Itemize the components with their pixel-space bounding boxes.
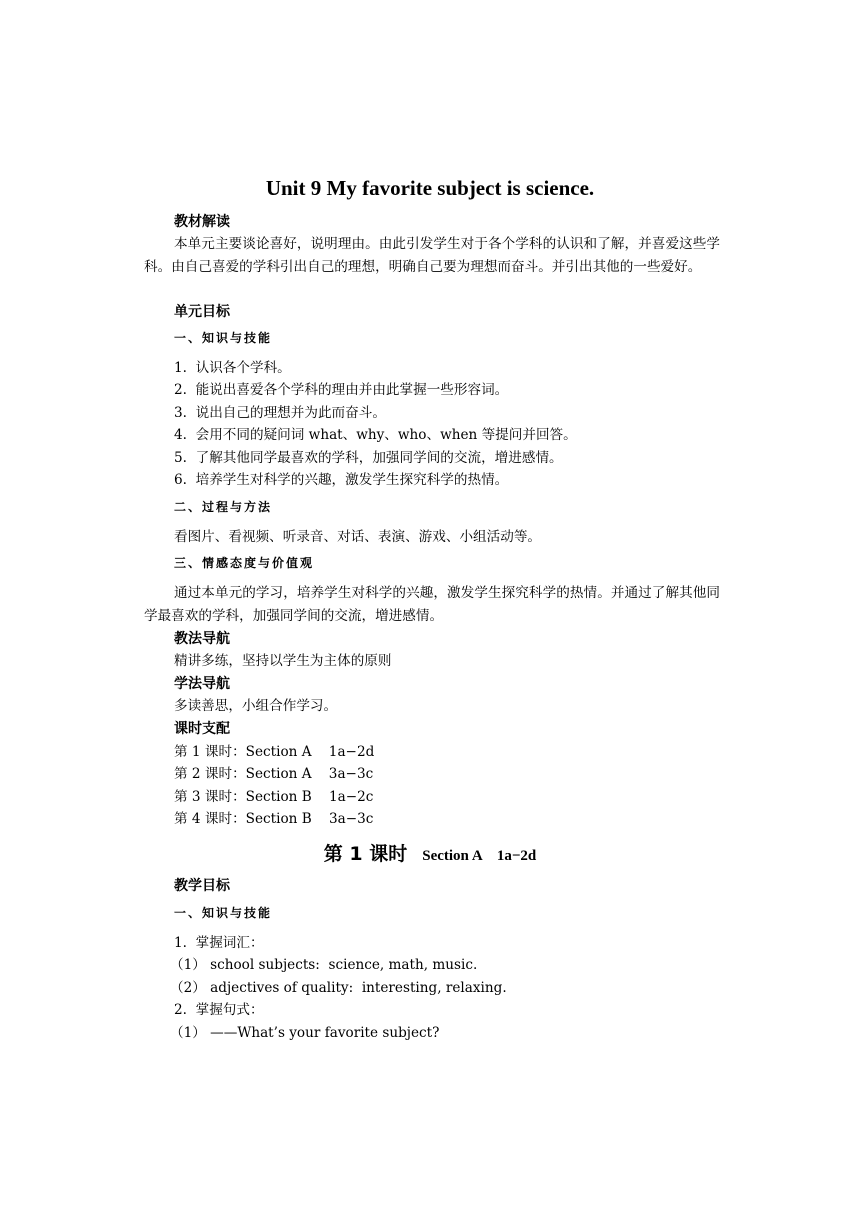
list-item: （1） ——What’s your favorite subject?	[170, 1025, 440, 1041]
heading-class-schedule: 课时支配	[174, 721, 230, 737]
list-item: （1） school subjects: science, math, music.	[170, 957, 478, 973]
schedule-item: 第 3 课时：Section B 1a−2c	[174, 789, 374, 805]
list-item: 3. 说出自己的理想并为此而奋斗。	[174, 405, 386, 421]
heading-learning-methods: 学法导航	[174, 676, 230, 692]
subheading-knowledge-skills-lesson: 一、知识与技能	[174, 906, 273, 920]
heading-teaching-methods: 教法导航	[174, 631, 230, 647]
text-learning-methods: 多读善思，小组合作学习。	[174, 698, 338, 714]
list-item: 1. 认识各个学科。	[174, 360, 291, 376]
schedule-item: 第 2 课时：Section A 3a−3c	[174, 766, 374, 782]
list-item: （2） adjectives of quality: interesting, relaxing.	[170, 980, 507, 996]
heading-teaching-goals: 教学目标	[174, 878, 230, 894]
lesson-title-en: Section A 1a−2d	[407, 848, 537, 864]
list-item: 2. 掌握句式：	[174, 1002, 264, 1018]
lesson-title-cn: 第 1 课时	[323, 843, 408, 865]
heading-jiaocai: 教材解读	[174, 214, 230, 230]
schedule-item: 第 4 课时：Section B 3a−3c	[174, 811, 374, 827]
unit-title: Unit 9 My favorite subject is science.	[265, 176, 595, 200]
paragraph-attitudes-values: 通过本单元的学习，培养学生对科学的兴趣，激发学生探究科学的热情。并通过了解其他同学最喜欢的学科，加强同学间的交流，增进感情。	[144, 585, 720, 624]
list-item: 6. 培养学生对科学的兴趣，激发学生探究科学的热情。	[174, 472, 509, 488]
subheading-knowledge-skills: 一、知识与技能	[174, 331, 273, 345]
paragraph-jiaocai: 本单元主要谈论喜好，说明理由。由此引发学生对于各个学科的认识和了解，并喜爱这些学科。由自己喜爱的学科引出自己的理想，明确自己要为理想而奋斗。并引出其他的一些爱好。	[144, 236, 720, 275]
paragraph-process-methods: 看图片、看视频、听录音、对话、表演、游戏、小组活动等。	[174, 529, 542, 545]
heading-unit-goals: 单元目标	[174, 304, 230, 320]
schedule-item: 第 1 课时：Section A 1a−2d	[174, 744, 375, 760]
list-item: 1. 掌握词汇：	[174, 935, 264, 951]
lesson-title	[0, 842, 860, 868]
subheading-attitudes-values: 三、情感态度与价值观	[174, 556, 315, 570]
text-teaching-methods: 精讲多练，坚持以学生为主体的原则	[174, 653, 392, 669]
list-item: 2. 能说出喜爱各个学科的理由并由此掌握一些形容词。	[174, 382, 509, 398]
list-item: 4. 会用不同的疑问词 what、why、who、when 等提问并回答。	[174, 427, 577, 443]
list-item: 5. 了解其他同学最喜欢的学科，加强同学间的交流，增进感情。	[174, 450, 563, 466]
subheading-process-methods: 二、过程与方法	[174, 500, 273, 514]
